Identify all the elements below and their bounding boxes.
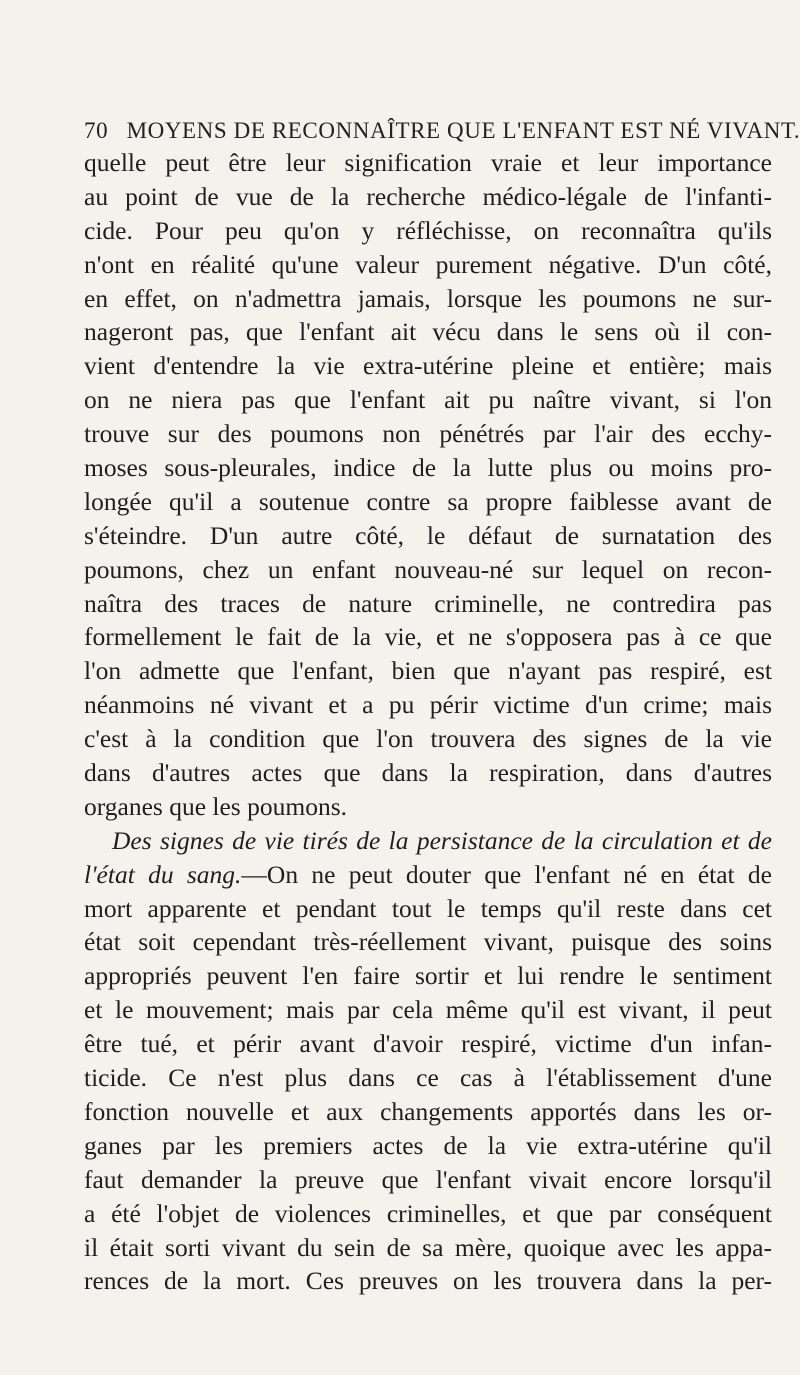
text-line: s'éteindre. D'un autre côté, le défaut de surnatation des — [84, 520, 772, 550]
text-line: moses sous-pleurales, indice de la lutte plus ou moins pro- — [84, 453, 772, 483]
section-heading-continuation — [84, 858, 772, 892]
section-heading-end: l'état du sang. — [84, 859, 242, 889]
text-line: néanmoins né vivant et a pu périr victime d'un crime; mais — [84, 690, 772, 720]
text-line: quelle peut être leur signification vraie et leur importance — [84, 148, 772, 177]
body-text — [84, 146, 772, 1298]
text-line: appropriés peuvent l'en faire sortir et lui rendre le sentiment — [84, 961, 772, 991]
text-line: longée qu'il a soutenue contre sa propre faiblesse avant de — [84, 486, 772, 516]
text-line: naîtra des traces de nature criminelle, ne contredira pas — [84, 588, 772, 618]
text-line: il était sorti vivant du sein de sa mère, quoique avec les appa- — [84, 1232, 772, 1262]
text-line: n'ont en réalité qu'une valeur purement négative. D'un côté, — [84, 249, 772, 279]
running-header — [84, 118, 800, 144]
text-line: vient d'entendre la vie extra-utérine pleine et entière; mais — [84, 351, 772, 381]
text-line: fonction nouvelle et aux changements apportés dans les or- — [84, 1096, 772, 1126]
text-line: ticide. Ce n'est plus dans ce cas à l'établissement d'une — [84, 1063, 772, 1093]
running-title: MOYENS DE RECONNAÎTRE QUE L'ENFANT EST NÉ VIVANT. — [126, 118, 800, 143]
page-number: 70 — [84, 118, 109, 143]
text-line: trouve sur des poumons non pénétrés par l'air des ecchy- — [84, 419, 772, 449]
section-heading: Des signes de vie tirés de la persistance de la circulation et de — [112, 825, 772, 855]
text-line: faut demander la preuve que l'enfant vivait encore lorsqu'il — [84, 1164, 772, 1194]
text-line: on ne niera pas que l'enfant ait pu naître vivant, si l'on — [84, 385, 772, 415]
text-line: l'on admette que l'enfant, bien que n'ayant pas respiré, est — [84, 656, 772, 686]
text-line: poumons, chez un enfant nouveau-né sur lequel on recon- — [84, 554, 772, 584]
text-line: ganes par les premiers actes de la vie extra-utérine qu'il — [84, 1130, 772, 1160]
text-line: rences de la mort. Ces preuves on les trouvera dans la per- — [84, 1266, 772, 1296]
text-line: nageront pas, que l'enfant ait vécu dans le sens où il con- — [84, 317, 772, 347]
section-text-start: —On ne peut douter que l'enfant né en état de — [241, 859, 772, 889]
text-line: a été l'objet de violences criminelles, et que par conséquent — [84, 1198, 772, 1228]
text-line: dans d'autres actes que dans la respiration, dans d'autres — [84, 758, 772, 788]
text-line: cide. Pour peu qu'on y réfléchisse, on reconnaîtra qu'ils — [84, 215, 772, 245]
text-line: organes que les poumons. — [84, 791, 347, 821]
text-line: être tué, et périr avant d'avoir respiré, victime d'un infan- — [84, 1029, 772, 1059]
text-line: en effet, on n'admettra jamais, lorsque les poumons ne sur- — [84, 283, 772, 313]
text-line: formellement le fait de la vie, et ne s'opposera pas à ce que — [84, 622, 772, 652]
text-line: mort apparente et pendant tout le temps qu'il reste dans cet — [84, 893, 772, 923]
text-line: c'est à la condition que l'on trouvera des signes de la vie — [84, 724, 772, 754]
text-line: au point de vue de la recherche médico-légale de l'infanti- — [84, 181, 772, 211]
text-line: et le mouvement; mais par cela même qu'il est vivant, il peut — [84, 995, 772, 1025]
text-line: état soit cependant très-réellement vivant, puisque des soins — [84, 927, 772, 957]
